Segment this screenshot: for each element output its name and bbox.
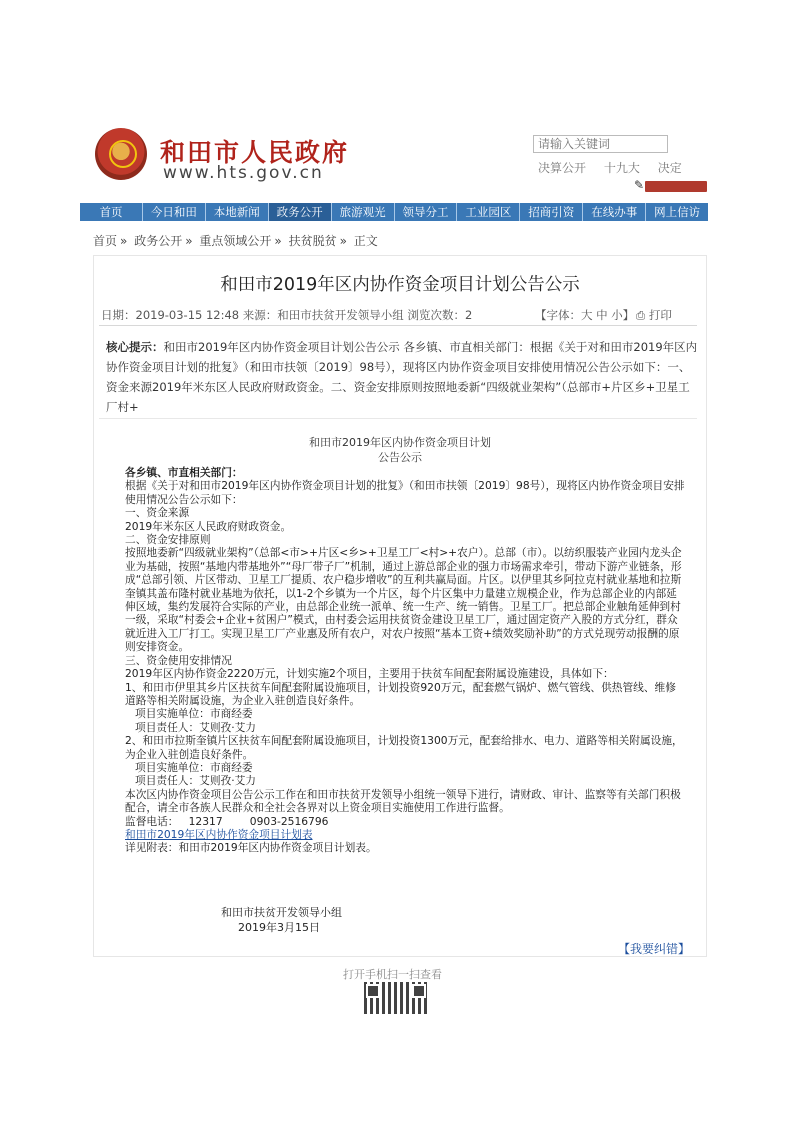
report-error-link[interactable]: 【我要纠错】 [618,942,691,956]
breadcrumb: 首页 » 政务公开 » 重点领域公开 » 扶贫脱贫 » 正文 [93,234,378,248]
nav-item-home[interactable]: 首页 [80,203,143,221]
section-heading: 三、资金使用安排情况 [125,653,232,667]
breadcrumb-item[interactable]: 政务公开 [134,234,183,248]
signer: 和田市扶贫开发领导小组 [221,906,342,919]
paragraph: 根据《关于对和田市2019年区内协作资金项目计划的批复》（和田市扶领〔2019〕98号），现将区内协作资金项目安排使用情况公告公示如下： [125,479,685,506]
divider [99,418,697,419]
article-summary [106,337,698,417]
nav-item-industrial-park[interactable]: 工业园区 [457,203,520,221]
paragraph: 1、和田市伊里其乡片区扶贫车间配套附属设施项目，计划投资920万元，配套燃气锅炉、燃气管线、供热管线、维修道路等相关附属设施，为企业入驻创造良好条件。 [125,680,676,707]
national-emblem-icon [95,128,147,180]
paragraph: 按照地委新“四级就业架构”（总部<市>+片区<乡>+卫星工厂<村>+农户）。总部（市）。以纺织服装产业园内龙头企业为基础，按照“基地内带基地外”“母厂带子厂”机制，通过上游总部企业的强力市场需求牵引，带动下游产业链条，形成“总部引领、片区带动、卫星工厂提质、农户稳步增收”的互利共赢局面。片区。以伊里其乡阿拉克村就业基地和拉斯奎镇其盖布隆村就业基地为依托，以1-2个乡镇为一个片区，每个片区集中力量建立规模企业，作为总部企业的内部延伸区域，集约发展符合实际的产业，由总部企业统一派单、统一生产、统一销售。卫星工厂。把总部企业触角延伸到村一级，采取“村委会+企业+贫困户”模式，由村委会运用扶贫资金建设卫星工厂，通过固定资产入股的方式分红，群众就近进入工厂打工。实现卫星工厂产业惠及所有农户，对农户按照“基本工资+绩效奖励补助”的方式兑现劳动报酬的原则安排资金。 [125,546,682,654]
print-button[interactable] [636,307,672,323]
nav-item-tourism[interactable]: 旅游观光 [332,203,395,221]
hot-words [538,159,696,176]
paragraph: 详见附表：和田市2019年区内协作资金项目计划表。 [125,841,377,855]
hot-word-link[interactable]: 决定 [657,161,682,175]
nav-item-today[interactable]: 今日和田 [143,203,206,221]
sign-date: 2019年3月15日 [238,921,320,934]
site-url[interactable]: www.hts.gov.cn [163,163,324,183]
nav-item-online-service[interactable]: 在线办事 [583,203,646,221]
pen-icon: ✎ [634,178,645,192]
search-input[interactable] [533,135,668,153]
breadcrumb-item[interactable]: 扶贫脱贫 [288,234,337,248]
paragraph: 2019年米东区人民政府财政资金。 [125,519,292,533]
breadcrumb-item[interactable]: 首页 [93,234,118,248]
nav-item-leaders[interactable]: 领导分工 [395,203,458,221]
article-title: 和田市2019年区内协作资金项目计划公告公示 [220,275,580,295]
hotline: 监督电话： 12317 0903-2516796 [125,814,329,828]
doc-subtitle: 公告公示 [378,451,422,464]
paragraph: 项目实施单位：市商经委 [135,760,253,774]
nav-item-gov-affairs[interactable]: 政务公开 [269,203,332,221]
summary-label: 核心提示： [106,340,164,354]
article-meta: 日期：2019-03-15 12:48 来源：和田市扶贫开发领导小组 浏览次数：2 [101,308,473,322]
printer-icon: ⎙ [636,308,646,322]
paragraph: 2、和田市拉斯奎镇片区扶贫车间配套附属设施项目，计划投资1300万元，配套给排水、电力、道路等相关附属设施，为企业入驻创造良好条件。 [125,734,683,761]
qr-code-icon [364,982,428,1014]
summary-text: 和田市2019年区内协作资金项目计划公告公示 各乡镇、市直相关部门：根据《关于对和田市2019年区内协作资金项目计划的批复》（和田市扶领〔2019〕98号），现将区内协作资金项目安排使用情况公告公示如下：一、资金来源2019年米东区人民政府财政资金。二、资金安排原则按照地委新“四级就业架构”（总部市+片区乡+卫星工厂村+ [106,340,698,414]
divider [99,325,697,326]
nav-item-investment[interactable]: 招商引资 [520,203,583,221]
nav-item-petition[interactable]: 网上信访 [654,205,701,219]
attachment-link[interactable]: 和田市2019年区内协作资金项目计划表 [125,827,313,841]
paragraph: 本次区内协作资金项目公告公示工作在和田市扶贫开发领导小组统一领导下进行，请财政、审计、监察等有关部门积极配合，请全市各族人民群众和全社会各界对以上资金项目实施使用工作进行监督。 [125,787,681,815]
section-heading: 一、资金来源 [125,506,190,520]
breadcrumb-item[interactable]: 重点领域公开 [199,234,272,248]
salutation: 各乡镇、市直相关部门： [125,466,243,479]
site-title[interactable]: 和田市人民政府 [160,138,350,167]
print-label: 打印 [648,308,672,322]
section-heading: 二、资金安排原则 [125,533,211,547]
doc-title: 和田市2019年区内协作资金项目计划 [309,436,491,449]
paragraph: 项目责任人：艾则孜·艾力 [135,720,256,734]
mobile-scan-hint: 打开手机扫一扫查看 [343,968,442,981]
main-nav [80,203,708,221]
font-size-switcher[interactable]: 【字体：大 中 小】 [535,308,635,322]
hot-word-link[interactable]: 十九大 [603,161,640,175]
paragraph: 项目实施单位：市商经委 [135,707,253,721]
nav-item-local-news[interactable]: 本地新闻 [206,203,269,221]
paragraph: 2019年区内协作资金2220万元，计划实施2个项目，主要用于扶贫车间配套附属设施建设，具体如下： [125,667,614,681]
hot-word-link[interactable]: 决算公开 [538,161,587,175]
mini-banner[interactable] [645,181,707,192]
article-body [103,466,685,855]
paragraph: 项目责任人：艾则孜·艾力 [135,774,256,788]
breadcrumb-item: 正文 [353,234,378,248]
